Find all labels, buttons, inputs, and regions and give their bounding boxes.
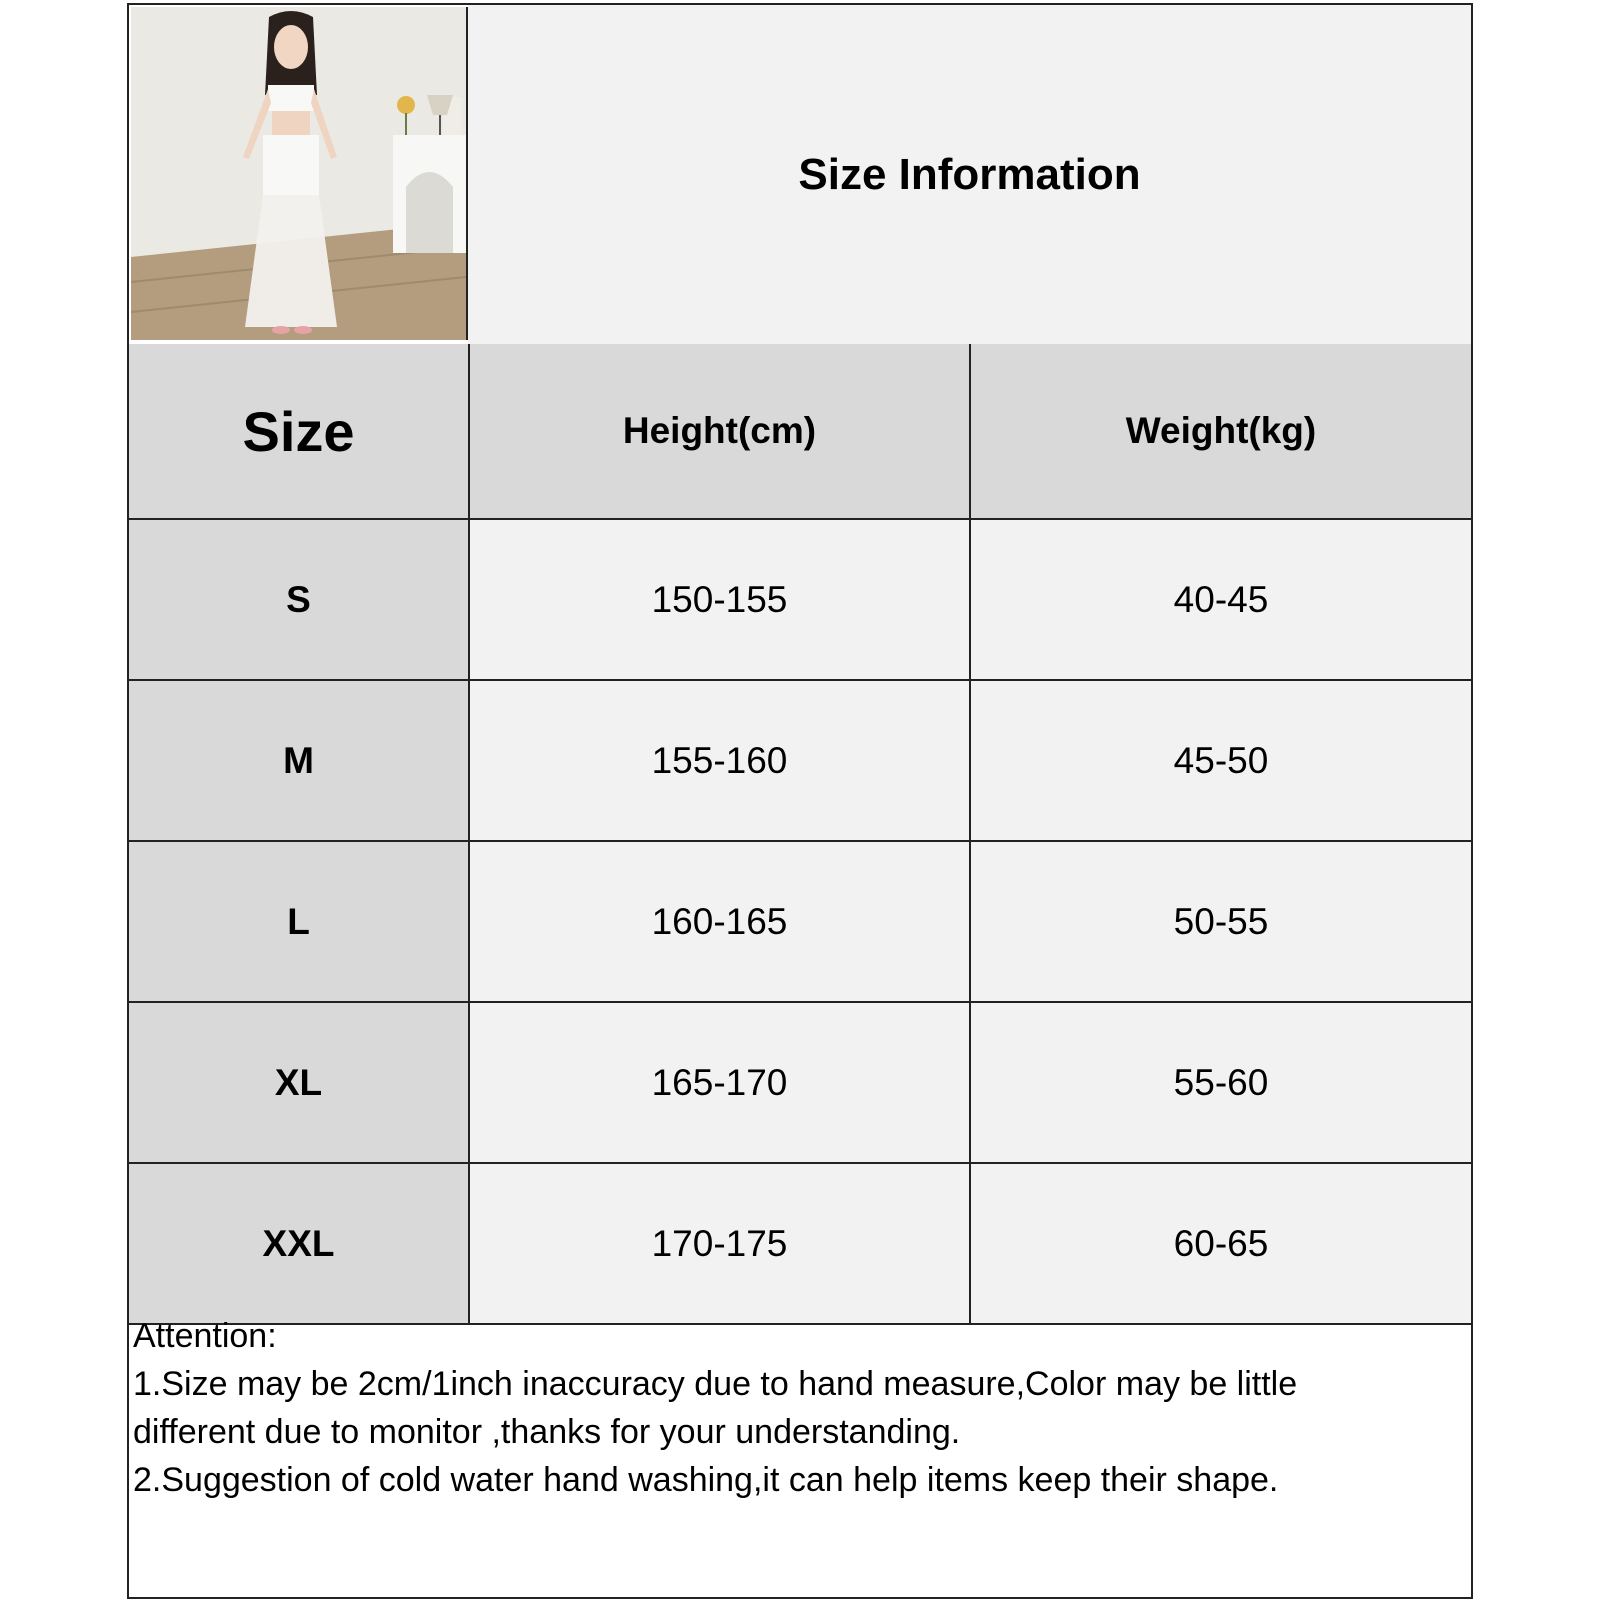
header-weight: Weight(kg) [1125,410,1317,451]
weight-value: 50-55 [1173,900,1269,942]
height-value: 155-160 [651,739,788,781]
size-table [129,344,1471,1325]
height-value: 165-170 [651,1061,788,1103]
weight-cell [971,1003,1471,1162]
model-photo [131,7,468,340]
table-header-row [129,344,1471,520]
attention-notes [133,1312,1453,1504]
size-cell [129,1003,470,1162]
header-height: Height(cm) [622,410,817,451]
weight-cell [971,681,1471,840]
table-row [129,681,1471,842]
size-value: L [287,900,310,942]
header-size: Size [242,399,355,463]
weight-value: 40-45 [1173,578,1269,620]
weight-value: 45-50 [1173,739,1269,781]
height-cell [470,1003,971,1162]
header-cell-height [470,344,971,518]
title-cell [468,5,1471,344]
page-title: Size Information [798,149,1141,199]
height-value: 160-165 [651,900,788,942]
size-value: XL [274,1061,323,1103]
table-row [129,1164,1471,1325]
weight-cell [971,1164,1471,1323]
weight-cell [971,842,1471,1001]
notes-line-2: different due to monitor ,thanks for your understanding. [133,1413,961,1451]
height-cell [470,681,971,840]
height-value: 170-175 [651,1222,788,1264]
chart-header [129,5,1471,346]
table-row [129,1003,1471,1164]
size-cell [129,681,470,840]
size-cell [129,520,470,679]
notes-line-3: 2.Suggestion of cold water hand washing,it can help items keep their shape. [133,1461,1279,1499]
height-cell [470,520,971,679]
weight-cell [971,520,1471,679]
size-value: S [286,578,311,620]
height-value: 150-155 [651,578,788,620]
notes-heading: Attention: [133,1317,277,1355]
model-photo-icon [131,7,466,340]
size-cell [129,842,470,1001]
weight-value: 55-60 [1173,1061,1269,1103]
table-row [129,520,1471,681]
height-cell [470,842,971,1001]
notes-line-1: 1.Size may be 2cm/1inch inaccuracy due to hand measure,Color may be little [133,1365,1298,1403]
size-value: M [283,739,314,781]
weight-value: 60-65 [1173,1222,1269,1264]
size-cell [129,1164,470,1323]
header-cell-weight [971,344,1471,518]
table-row [129,842,1471,1003]
header-cell-size [129,344,470,518]
size-value: XXL [262,1222,335,1264]
height-cell [470,1164,971,1323]
